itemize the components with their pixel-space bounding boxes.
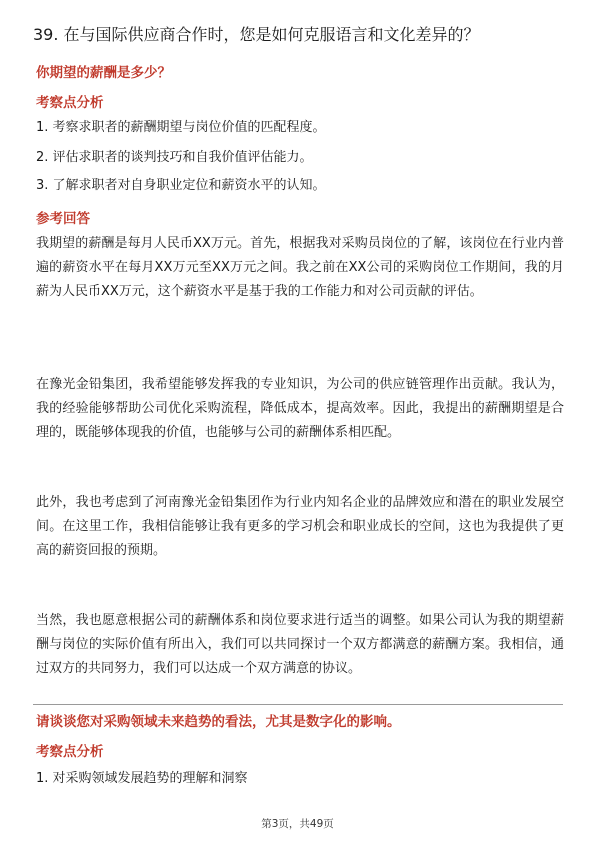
analysis-heading: 考察点分析 <box>36 744 104 760</box>
analysis-item: 1. 对采购领域发展趋势的理解和洞察 <box>36 771 248 786</box>
question-title: 39. 在与国际供应商合作时，您是如何克服语言和文化差异的？ <box>33 25 480 44</box>
analysis-item: 3. 了解求职者对自身职业定位和薪资水平的认知。 <box>36 178 326 193</box>
answer-paragraph: 我期望的薪酬是每月人民币XX万元。首先，根据我对采购员岗位的了解，该岗位在行业内普遍的薪资水平在每月XX万元至XX万元之间。我之前在XX公司的采购岗位工作期间，我的月薪为人民币XX万元，这个薪资水平是基于我的工作能力和对公司贡献的评估。 <box>36 236 564 299</box>
answer-paragraph: 此外，我也考虑到了河南豫光金铅集团作为行业内知名企业的品牌效应和潜在的职业发展空间。在这里工作，我相信能够让我有更多的学习机会和职业成长的空间，这也为我提供了更高的薪资回报的预期。 <box>36 495 564 558</box>
page-number: 第3页，共49页 <box>261 818 334 830</box>
trend-question-heading: 请谈谈您对采购领域未来趋势的看法，尤其是数字化的影响。 <box>36 714 401 730</box>
answer-paragraph: 当然，我也愿意根据公司的薪酬体系和岗位要求进行适当的调整。如果公司认为我的期望薪酬与岗位的实际价值有所出入，我们可以共同探讨一个双方都满意的薪酬方案。我相信，通过双方的共同努力，我们可以达成一个双方满意的协议。 <box>36 613 564 676</box>
analysis-heading: 考察点分析 <box>36 95 104 111</box>
answer-paragraph: 在豫光金铅集团，我希望能够发挥我的专业知识，为公司的供应链管理作出贡献。我认为，我的经验能够帮助公司优化采购流程，降低成本，提高效率。因此，我提出的薪酬期望是合理的，既能够体现我的价值，也能够与公司的薪酬体系相匹配。 <box>36 377 564 440</box>
salary-question-heading: 你期望的薪酬是多少？ <box>36 65 171 81</box>
analysis-item: 1. 考察求职者的薪酬期望与岗位价值的匹配程度。 <box>36 120 326 135</box>
answer-heading: 参考回答 <box>36 211 90 227</box>
analysis-item: 2. 评估求职者的谈判技巧和自我价值评估能力。 <box>36 150 313 165</box>
section-divider <box>33 704 563 705</box>
